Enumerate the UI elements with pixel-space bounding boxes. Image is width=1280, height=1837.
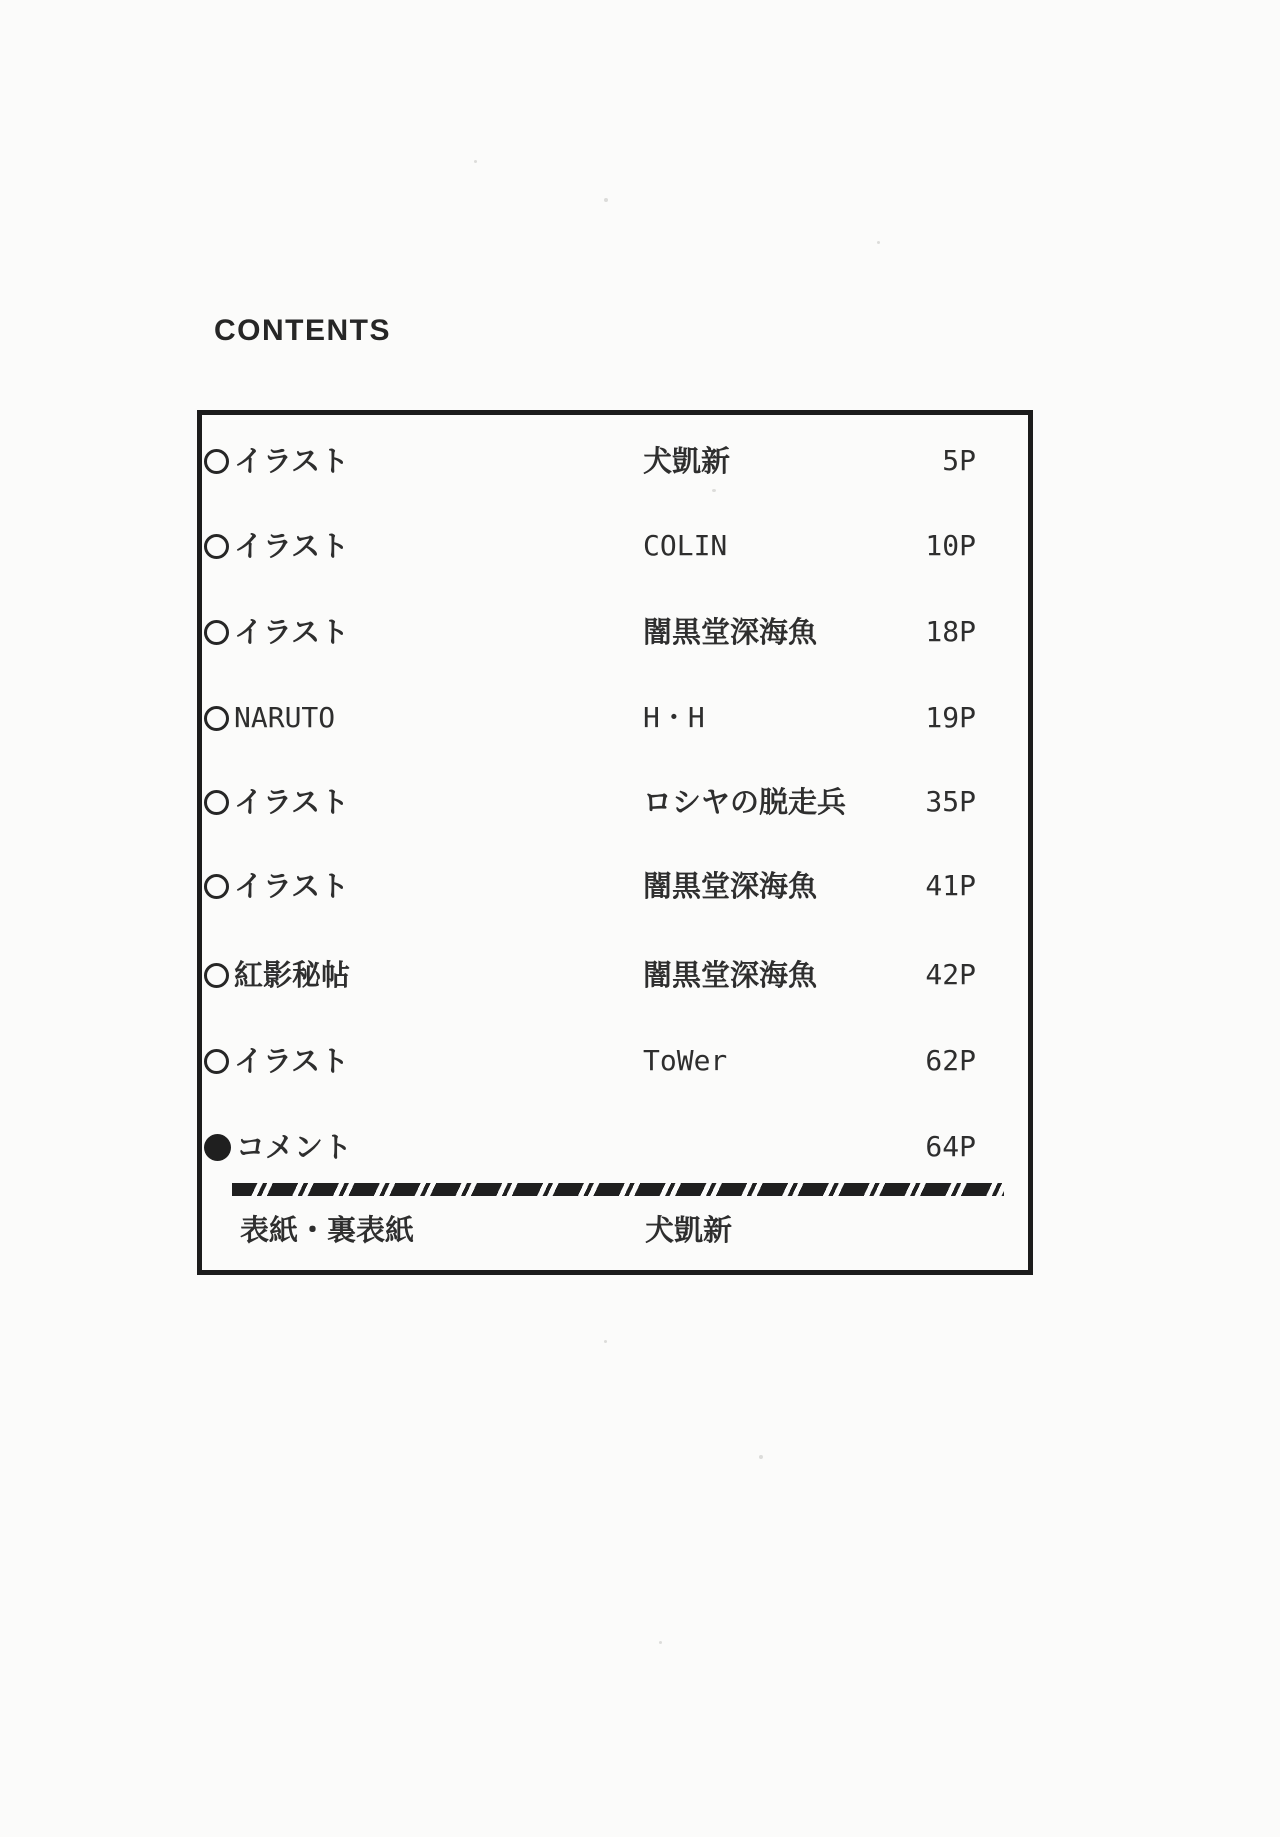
entry-artist: 闇黒堂深海魚 bbox=[643, 958, 818, 992]
toc-row bbox=[202, 700, 1028, 736]
entry-artist: COLIN bbox=[643, 529, 728, 562]
entry-artist: ロシヤの脱走兵 bbox=[643, 785, 847, 819]
entry-title-cell bbox=[204, 614, 349, 650]
entry-title: イラスト bbox=[234, 444, 350, 478]
entry-title-cell bbox=[204, 700, 335, 736]
entry-page-number: 62P bbox=[925, 1044, 976, 1077]
scan-speck bbox=[759, 1455, 763, 1459]
page-title: CONTENTS bbox=[214, 314, 391, 347]
toc-row bbox=[202, 443, 1028, 479]
entry-title: イラスト bbox=[234, 1044, 350, 1078]
toc-row bbox=[202, 868, 1028, 904]
open-circle-bullet-icon bbox=[204, 790, 229, 815]
open-circle-bullet-icon bbox=[204, 1049, 229, 1074]
hatched-divider bbox=[232, 1183, 1004, 1196]
entry-title-cell bbox=[204, 443, 349, 479]
scan-speck bbox=[474, 160, 477, 163]
toc-row bbox=[202, 528, 1028, 564]
open-circle-bullet-icon bbox=[204, 706, 229, 731]
entry-artist: 闇黒堂深海魚 bbox=[643, 615, 818, 649]
entry-title-cell bbox=[204, 784, 349, 820]
entry-title: イラスト bbox=[234, 615, 350, 649]
toc-row bbox=[202, 1129, 1028, 1165]
entry-page-number: 10P bbox=[925, 529, 976, 562]
entry-page-number: 18P bbox=[925, 615, 976, 648]
open-circle-bullet-icon bbox=[204, 449, 229, 474]
entry-page-number: 41P bbox=[925, 869, 976, 902]
entry-artist: H・H bbox=[643, 701, 705, 734]
scan-speck bbox=[659, 1641, 662, 1644]
filled-circle-bullet-icon bbox=[204, 1134, 231, 1161]
entry-title: コメント bbox=[236, 1130, 353, 1164]
entry-title-cell bbox=[204, 1043, 349, 1079]
entry-title-cell bbox=[204, 528, 349, 564]
toc-row bbox=[202, 1043, 1028, 1079]
entry-title: イラスト bbox=[234, 869, 350, 903]
entry-page-number: 64P bbox=[925, 1130, 976, 1163]
toc-box bbox=[197, 410, 1033, 1275]
entry-title-cell bbox=[204, 957, 350, 993]
open-circle-bullet-icon bbox=[204, 963, 229, 988]
entry-artist: 犬凱新 bbox=[643, 444, 731, 478]
entry-title-cell bbox=[204, 1129, 352, 1165]
scan-speck bbox=[877, 241, 880, 244]
open-circle-bullet-icon bbox=[204, 534, 229, 559]
scan-speck bbox=[604, 198, 608, 202]
entry-title: イラスト bbox=[234, 529, 350, 563]
toc-row bbox=[202, 784, 1028, 820]
footer-row bbox=[202, 1212, 1028, 1248]
entry-page-number: 19P bbox=[925, 701, 976, 734]
entry-title: 紅影秘帖 bbox=[234, 958, 351, 992]
toc-row bbox=[202, 957, 1028, 993]
cover-artist: 犬凱新 bbox=[645, 1213, 733, 1247]
toc-row bbox=[202, 614, 1028, 650]
entry-title-cell bbox=[204, 868, 349, 904]
entry-page-number: 42P bbox=[925, 958, 976, 991]
entry-title: NARUTO bbox=[234, 701, 336, 734]
entry-title: イラスト bbox=[234, 785, 350, 819]
entry-page-number: 35P bbox=[925, 785, 976, 818]
open-circle-bullet-icon bbox=[204, 874, 229, 899]
entry-artist: 闇黒堂深海魚 bbox=[643, 869, 818, 903]
open-circle-bullet-icon bbox=[204, 620, 229, 645]
scan-speck bbox=[604, 1340, 607, 1343]
scan-speck bbox=[712, 489, 716, 492]
entry-artist: ToWer bbox=[643, 1044, 728, 1077]
cover-label: 表紙・裏表紙 bbox=[240, 1213, 415, 1247]
entry-page-number: 5P bbox=[942, 444, 976, 477]
